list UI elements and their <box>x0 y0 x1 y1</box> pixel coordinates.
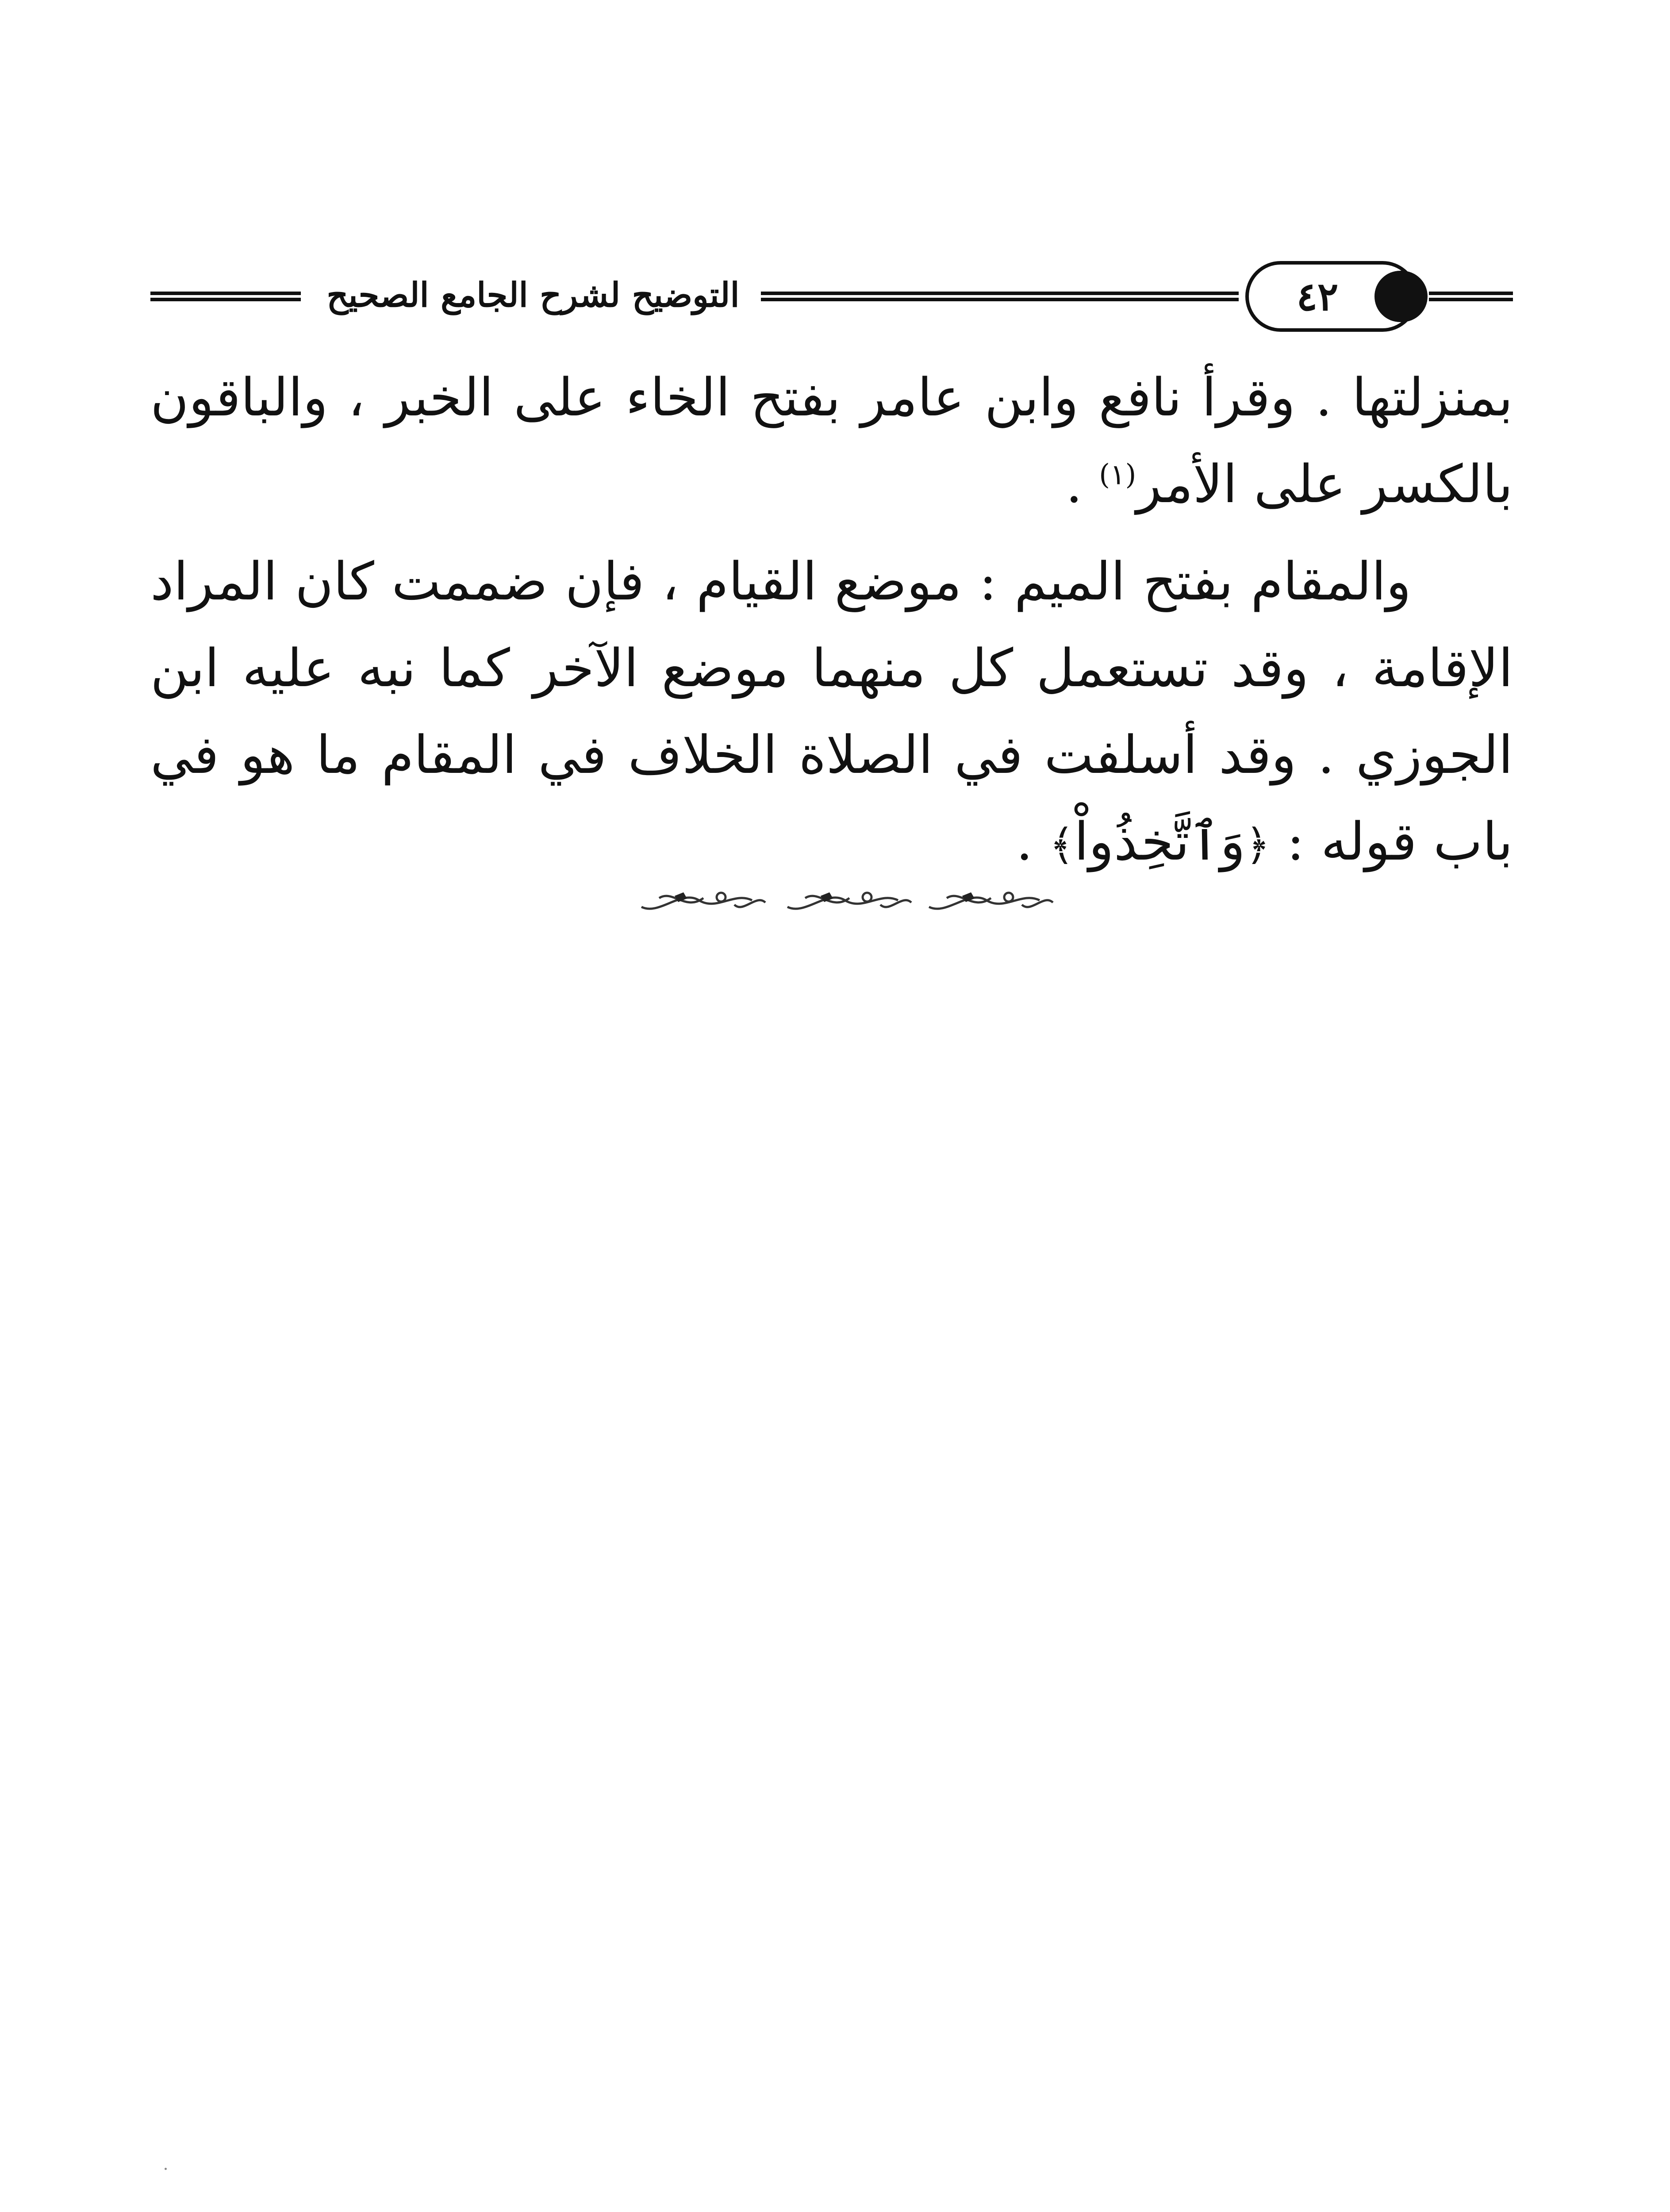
paragraph-1 <box>150 354 1513 527</box>
header-rule-middle <box>761 292 1239 301</box>
running-title: التوضيح لشرح الجامع الصحيح <box>326 275 740 315</box>
quran-bracket-close: ﴾ <box>1049 820 1075 870</box>
quran-quote: وَٱتَّخِذُواْ <box>1074 811 1245 872</box>
page-number: ٤٢ <box>1296 273 1339 319</box>
quran-bracket-open: ﴿ <box>1245 820 1271 870</box>
header-rule-right <box>1429 292 1513 301</box>
body-text <box>150 354 1513 899</box>
paragraph-2-text: والمقام بفتح الميم : موضع القيام ، فإن ضممت كان المراد الإقامة ، وقد تستعمل كل منهما موضع الآخر كما نبه عليه ابن الجوزي . وقد أسلفت في الصلاة الخلاف في المقام ما هو في باب قوله : <box>150 551 1513 872</box>
paragraph-2 <box>150 538 1513 888</box>
page-number-frame-cap <box>1374 271 1428 322</box>
paragraph-1-end: . <box>1066 453 1083 515</box>
page-number-frame <box>1245 261 1418 332</box>
page-header <box>150 248 1513 345</box>
footnote-reference: (١) <box>1099 458 1136 492</box>
paragraph-2-end: . <box>1016 811 1033 872</box>
paragraph-1-text: بمنزلتها . وقرأ نافع وابن عامر بفتح الخاء على الخبر ، والباقون بالكسر على الأمر <box>150 367 1513 515</box>
scan-speck <box>165 2168 167 2170</box>
header-rule-left <box>150 292 301 301</box>
section-end-ornament-icon <box>633 880 1057 920</box>
